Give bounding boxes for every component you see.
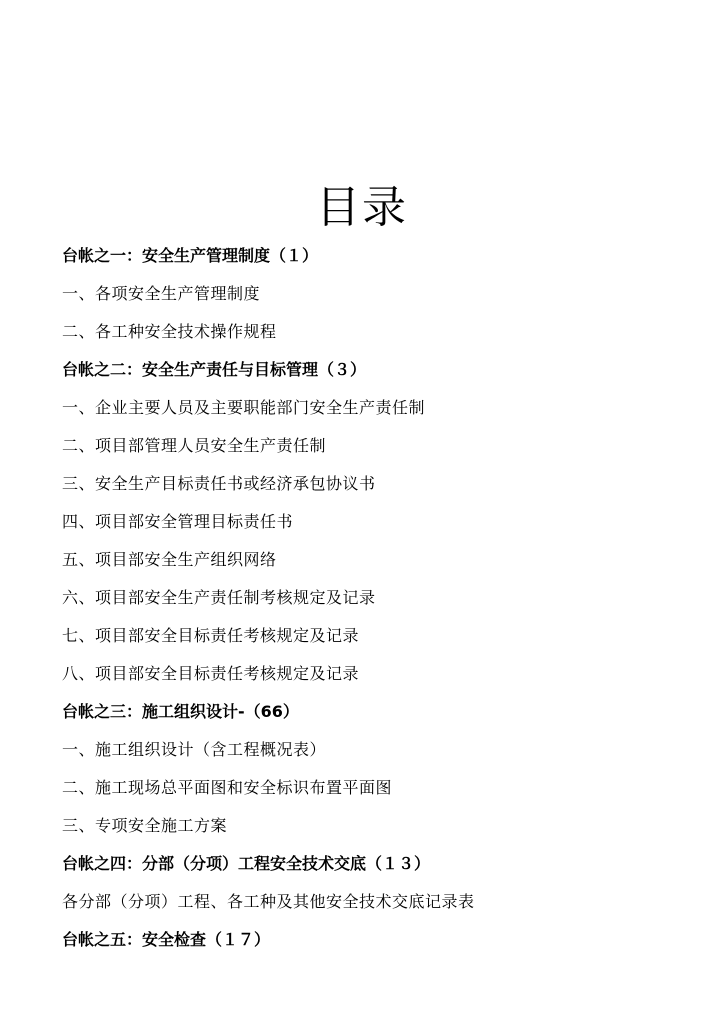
toc-section-heading: 台帐之三：施工组织设计-（66）	[62, 702, 299, 721]
toc-entry: 二、施工现场总平面图和安全标识布置平面图	[62, 778, 393, 797]
toc-entry: 六、项目部安全生产责任制考核规定及记录	[62, 588, 376, 607]
toc-entry: 八、项目部安全目标责任考核规定及记录	[62, 664, 360, 683]
toc-section-heading: 台帐之一：安全生产管理制度（１）	[62, 246, 319, 265]
page-title: 目录	[316, 182, 408, 233]
toc-entry: 五、项目部安全生产组织网络	[62, 550, 277, 569]
toc-entry: 一、企业主要人员及主要职能部门安全生产责任制	[62, 398, 426, 417]
toc-entry: 三、安全生产目标责任书或经济承包协议书	[62, 474, 376, 493]
toc-section-heading: 台帐之五：安全检查（１７）	[62, 930, 271, 949]
toc-entry: 各分部（分项）工程、各工种及其他安全技术交底记录表	[62, 892, 475, 911]
toc-section-heading: 台帐之四：分部（分项）工程安全技术交底（１３）	[62, 854, 431, 873]
toc-entry: 一、施工组织设计（含工程概况表）	[62, 740, 327, 759]
table-of-contents	[62, 242, 702, 964]
toc-entry: 三、专项安全施工方案	[62, 816, 228, 835]
toc-entry: 七、项目部安全目标责任考核规定及记录	[62, 626, 360, 645]
toc-entry: 一、各项安全生产管理制度	[62, 284, 261, 303]
toc-entry: 二、项目部管理人员安全生产责任制	[62, 436, 327, 455]
toc-entry: 四、项目部安全管理目标责任书	[62, 512, 294, 531]
toc-section-heading: 台帐之二：安全生产责任与目标管理（３）	[62, 360, 367, 379]
toc-entry: 二、各工种安全技术操作规程	[62, 322, 277, 341]
